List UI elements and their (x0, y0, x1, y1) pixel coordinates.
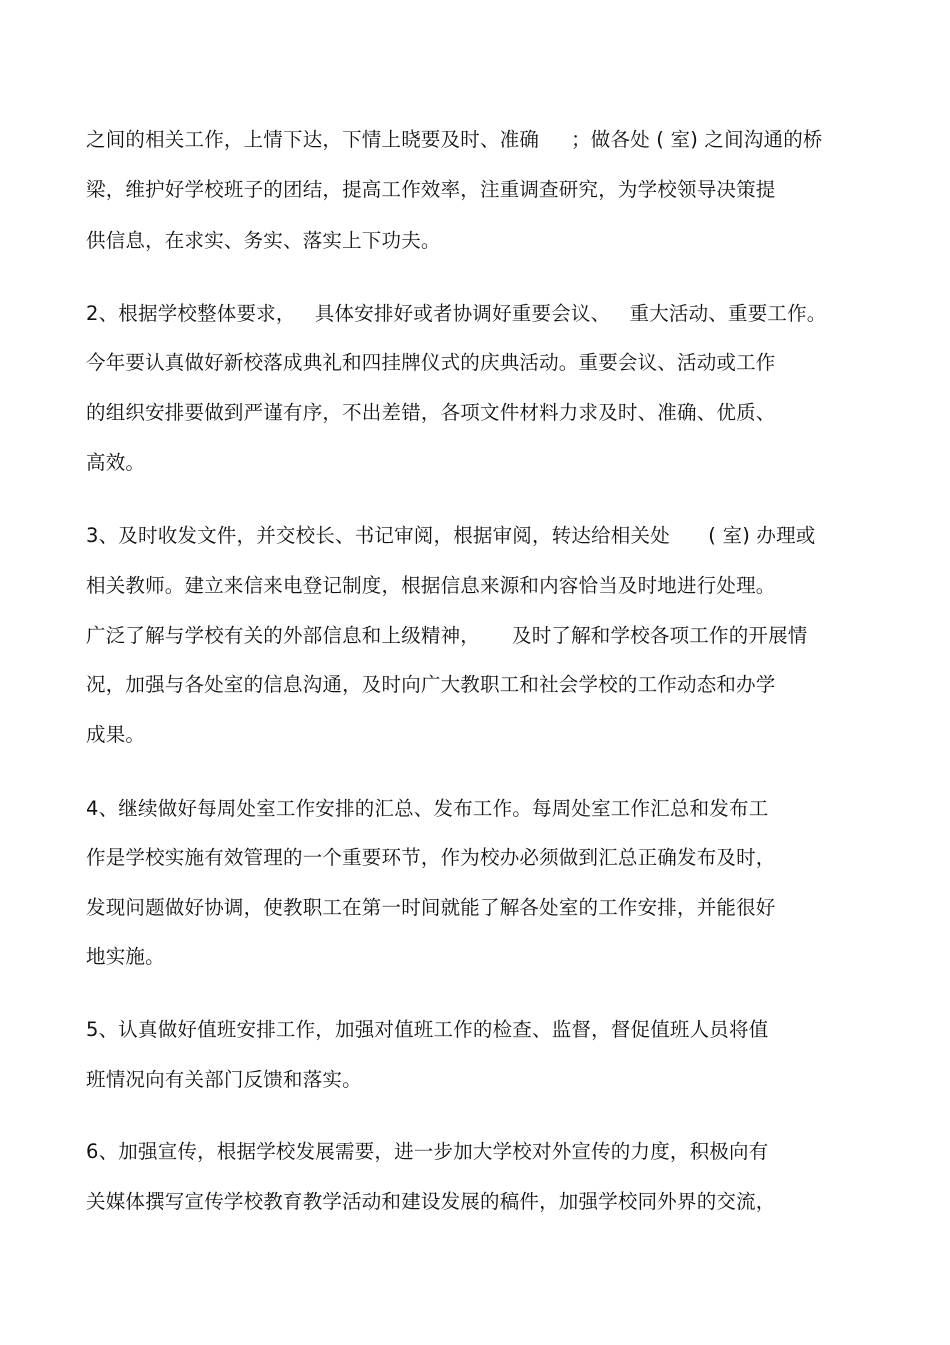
text-line: 况，加强与各处室的信息沟通，及时向广大教职工和社会学校的工作动态和办学 (86, 673, 776, 696)
text-line: 发现问题做好协调，使教职工在第一时间就能了解各处室的工作安排，并能很好 (86, 896, 776, 919)
text-line: 2、根据学校整体要求， 具体安排好或者协调好重要会议、 重大活动、重要工作。 (86, 302, 827, 325)
text-line: 作是学校实施有效管理的一个重要环节，作为校办必须做到汇总正确发布及时， (86, 846, 776, 869)
text-line: 高效。 (86, 451, 146, 474)
text-line: 的组织安排要做到严谨有序，不出差错，各项文件材料力求及时、准确、优质、 (86, 401, 776, 424)
text-line: 之间的相关工作，上情下达，下情上晓要及时、准确 ；做各处 ( 室) 之间沟通的桥 (86, 128, 823, 151)
text-line: 3、及时收发文件，并交校长、书记审阅，根据审阅，转达给相关处 ( 室) 办理或 (86, 524, 816, 547)
text-line: 梁，维护好学校班子的团结，提高工作效率，注重调查研究，为学校领导决策提 (86, 178, 776, 201)
text-line: 今年要认真做好新校落成典礼和四挂牌仪式的庆典活动。重要会议、活动或工作 (86, 351, 776, 374)
text-line: 供信息，在求实、务实、落实上下功夫。 (86, 229, 441, 252)
text-line: 关媒体撰写宣传学校教育教学活动和建设发展的稿件，加强学校同外界的交流， (86, 1190, 776, 1213)
text-line: 广泛了解与学校有关的外部信息和上级精神， 及时了解和学校各项工作的开展情 (86, 624, 808, 647)
text-line: 班情况向有关部门反馈和落实。 (86, 1068, 362, 1091)
text-line: 6、加强宣传，根据学校发展需要，进一步加大学校对外宣传的力度，积极向有 (86, 1140, 769, 1163)
text-line: 相关教师。建立来信来电登记制度，根据信息来源和内容恰当及时地进行处理。 (86, 574, 776, 597)
text-line: 5、认真做好值班安排工作，加强对值班工作的检查、监督，督促值班人员将值 (86, 1018, 769, 1041)
text-line: 成果。 (86, 723, 146, 746)
text-line: 4、继续做好每周处室工作安排的汇总、发布工作。每周处室工作汇总和发布工 (86, 797, 769, 820)
text-line: 地实施。 (86, 945, 165, 968)
